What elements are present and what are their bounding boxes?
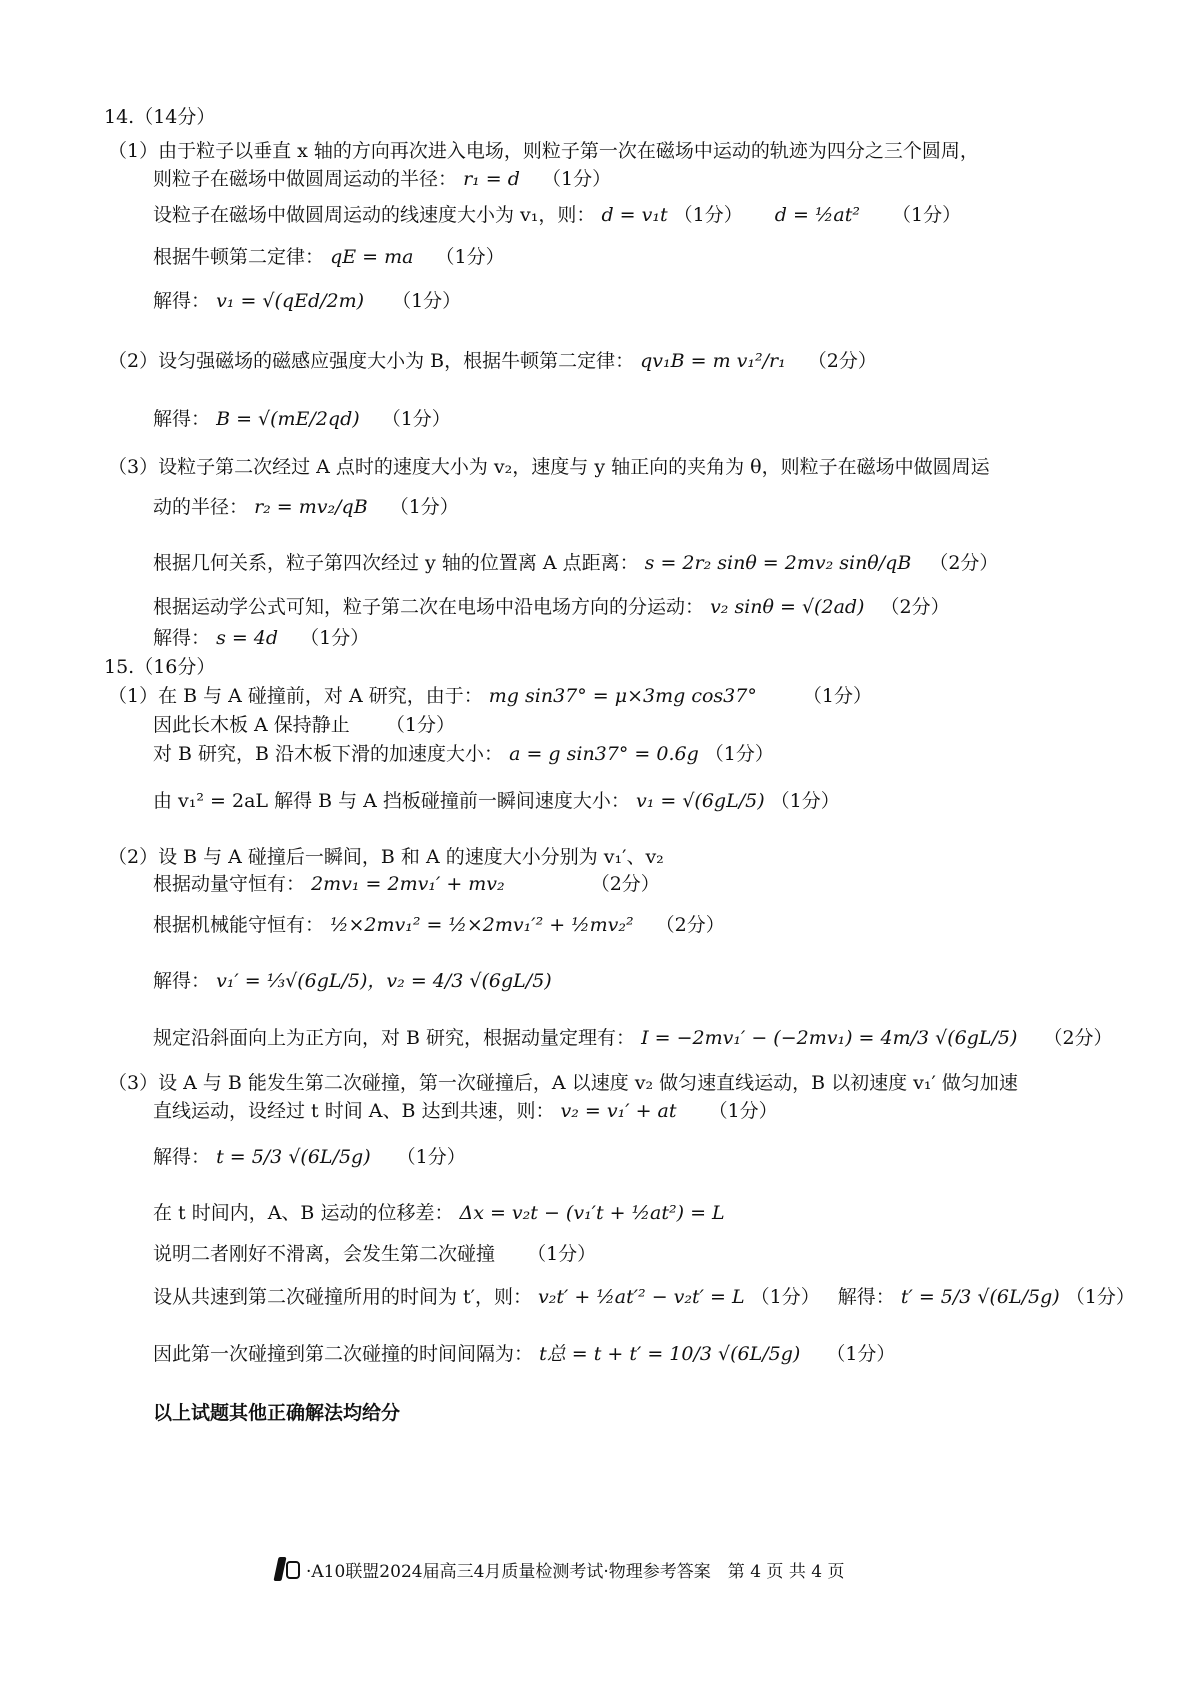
equation: t′ = 5/3 √(6L/5g) <box>900 1286 1060 1308</box>
equation: v₂ = v₁′ + at <box>560 1100 677 1122</box>
q15-p2-line5: 规定沿斜面向上为正方向，对 B 研究，根据动量定理有： I = −2mv₁′ − (−2mv₁) = 4m/3 √(6gL/5) （2分） <box>153 1027 1113 1049</box>
score: （1分） <box>704 743 774 765</box>
equation: s = 2r₂ sinθ = 2mv₂ sinθ/qB <box>644 552 912 574</box>
q15-header: 15.（16分） <box>104 656 216 678</box>
score: （1分） <box>1065 1286 1135 1308</box>
score: （1分） <box>300 627 370 649</box>
equation: t总 = t + t′ = 10/3 √(6L/5g) <box>539 1343 801 1365</box>
score: （2分） <box>807 350 877 372</box>
score: （1分） <box>389 496 459 518</box>
equation: v₂t′ + ½at′² − v₂t′ = L <box>538 1286 745 1308</box>
equation: I = −2mv₁′ − (−2mv₁) = 4m/3 √(6gL/5) <box>641 1027 1018 1049</box>
score: （1分） <box>826 1343 896 1365</box>
score: （1分） <box>802 685 872 707</box>
score: （1分） <box>750 1286 820 1308</box>
footer-text: ·A10联盟2024届高三4月质量检测考试·物理参考答案 第 4 页 共 4 页 <box>306 1561 845 1582</box>
score: （1分） <box>381 408 451 430</box>
q15-p2-line1: （2）设 B 与 A 碰撞后一瞬间，B 和 A 的速度大小分别为 v₁′、v₂ <box>108 846 664 868</box>
q15-p3-line6: 设从共速到第二次碰撞所用的时间为 t′，则： v₂t′ + ½at′² − v₂t′ = L （1分） 解得： t′ = 5/3 √(6L/5g) （1分） <box>153 1286 1135 1308</box>
q15-p3-line2: 直线运动，设经过 t 时间 A、B 达到共速，则： v₂ = v₁′ + at （1分） <box>153 1100 778 1122</box>
equation: B = √(mE/2qd) <box>216 408 360 430</box>
q14-p2-line2: 解得： B = √(mE/2qd) （1分） <box>153 408 451 430</box>
equation: t = 5/3 √(6L/5g) <box>216 1146 371 1168</box>
score: （1分） <box>396 1146 466 1168</box>
q15-p2-line2: 根据动量守恒有： 2mv₁ = 2mv₁′ + mv₂ （2分） <box>153 873 660 895</box>
q15-p1-line3: 对 B 研究，B 沿木板下滑的加速度大小： a = g sin37° = 0.6g （1分） <box>153 743 774 765</box>
q14-p3-line4: 根据运动学公式可知，粒子第二次在电场中沿电场方向的分运动： v₂ sinθ = √(2ad) （2分） <box>153 596 950 618</box>
q14-p3-line1: （3）设粒子第二次经过 A 点时的速度大小为 v₂，速度与 y 轴正向的夹角为 θ，则粒子在磁场中做圆周运 <box>108 456 990 478</box>
score: （1分） <box>673 204 743 226</box>
equation: d = v₁t <box>601 204 668 226</box>
equation: a = g sin37° = 0.6g <box>509 743 699 765</box>
equation: v₁ = √(6gL/5) <box>635 790 765 812</box>
equation: v₂ sinθ = √(2ad) <box>710 596 865 618</box>
q15-p1-line1: （1）在 B 与 A 碰撞前，对 A 研究，由于： mg sin37° = μ×3mg cos37° （1分） <box>108 685 872 707</box>
q14-p1-line2: 则粒子在磁场中做圆周运动的半径： r₁ = d （1分） <box>153 168 612 190</box>
q14-p2-line1: （2）设匀强磁场的磁感应强度大小为 B，根据牛顿第二定律： qv₁B = m v₁²/r₁ （2分） <box>108 350 877 372</box>
score: （1分） <box>435 246 505 268</box>
q14-p1-line4: 根据牛顿第二定律： qE = ma （1分） <box>153 246 505 268</box>
score: （1分） <box>392 290 462 312</box>
equation: 2mv₁ = 2mv₁′ + mv₂ <box>311 873 505 895</box>
q14-p3-line5: 解得： s = 4d （1分） <box>153 627 370 649</box>
score: （2分） <box>655 914 725 936</box>
q15-p3-line3: 解得： t = 5/3 √(6L/5g) （1分） <box>153 1146 466 1168</box>
score: （1分） <box>541 168 612 190</box>
equation: v₁ = √(qEd/2m) <box>216 290 365 312</box>
score: （1分） <box>708 1100 778 1122</box>
score: （2分） <box>1043 1027 1113 1049</box>
score: （2分） <box>929 552 999 574</box>
q14-header: 14.（14分） <box>104 106 216 128</box>
score: （1分） <box>770 790 840 812</box>
equation: ½×2mv₁² = ½×2mv₁′² + ½mv₂² <box>330 914 634 936</box>
q14-p1-line1: （1）由于粒子以垂直 x 轴的方向再次进入电场，则粒子第一次在磁场中运动的轨迹为四分之三个圆周， <box>108 140 979 162</box>
q14-p1-line5: 解得： v₁ = √(qEd/2m) （1分） <box>153 290 462 312</box>
q14-p3-line2: 动的半径： r₂ = mv₂/qB （1分） <box>153 496 459 518</box>
equation: qv₁B = m v₁²/r₁ <box>640 350 786 372</box>
score: （1分） <box>527 1243 597 1265</box>
score: （2分） <box>590 873 660 895</box>
q15-p3-line5: 说明二者刚好不滑离，会发生第二次碰撞 （1分） <box>153 1243 597 1265</box>
score: （1分） <box>385 714 455 736</box>
equation: d = ½at² <box>774 204 860 226</box>
equation: r₂ = mv₂/qB <box>254 496 368 518</box>
q15-p3-line7: 因此第一次碰撞到第二次碰撞的时间间隔为： t总 = t + t′ = 10/3 √(6L/5g) （1分） <box>153 1343 896 1365</box>
q15-p1-line2: 因此长木板 A 保持静止 （1分） <box>153 714 455 736</box>
q14-p1-line3: 设粒子在磁场中做圆周运动的线速度大小为 v₁，则： d = v₁t （1分） d = ½at² （1分） <box>153 204 962 226</box>
equation: Δx = v₂t − (v₁′t + ½at²) = L <box>459 1202 725 1224</box>
q15-p1-line4: 由 v₁² = 2aL 解得 B 与 A 挡板碰撞前一瞬间速度大小： v₁ = √(6gL/5) （1分） <box>153 790 840 812</box>
equation: mg sin37° = μ×3mg cos37° <box>488 685 757 707</box>
q15-p3-line1: （3）设 A 与 B 能发生第二次碰撞，第一次碰撞后，A 以速度 v₂ 做匀速直线运动，B 以初速度 v₁′ 做匀加速 <box>108 1072 1018 1094</box>
q14-p3-line3: 根据几何关系，粒子第四次经过 y 轴的位置离 A 点距离： s = 2r₂ sinθ = 2mv₂ sinθ/qB （2分） <box>153 552 999 574</box>
q15-p3-line4: 在 t 时间内，A、B 运动的位移差： Δx = v₂t − (v₁′t + ½at²) = L <box>153 1202 725 1224</box>
grading-note: 以上试题其他正确解法均给分 <box>153 1402 401 1424</box>
q15-p2-line3: 根据机械能守恒有： ½×2mv₁² = ½×2mv₁′² + ½mv₂² （2分） <box>153 914 725 936</box>
q15-p2-line4: 解得： v₁′ = ⅓√(6gL/5)，v₂ = 4/3 √(6gL/5) <box>153 970 552 992</box>
equation: r₁ = d <box>463 168 520 190</box>
equation: qE = ma <box>330 246 414 268</box>
publisher-logo-icon <box>270 1555 300 1583</box>
score: （1分） <box>892 204 962 226</box>
score: （2分） <box>880 596 950 618</box>
page-footer <box>270 1555 844 1583</box>
equation: s = 4d <box>216 627 279 649</box>
equation: v₁′ = ⅓√(6gL/5)，v₂ = 4/3 √(6gL/5) <box>216 970 552 992</box>
